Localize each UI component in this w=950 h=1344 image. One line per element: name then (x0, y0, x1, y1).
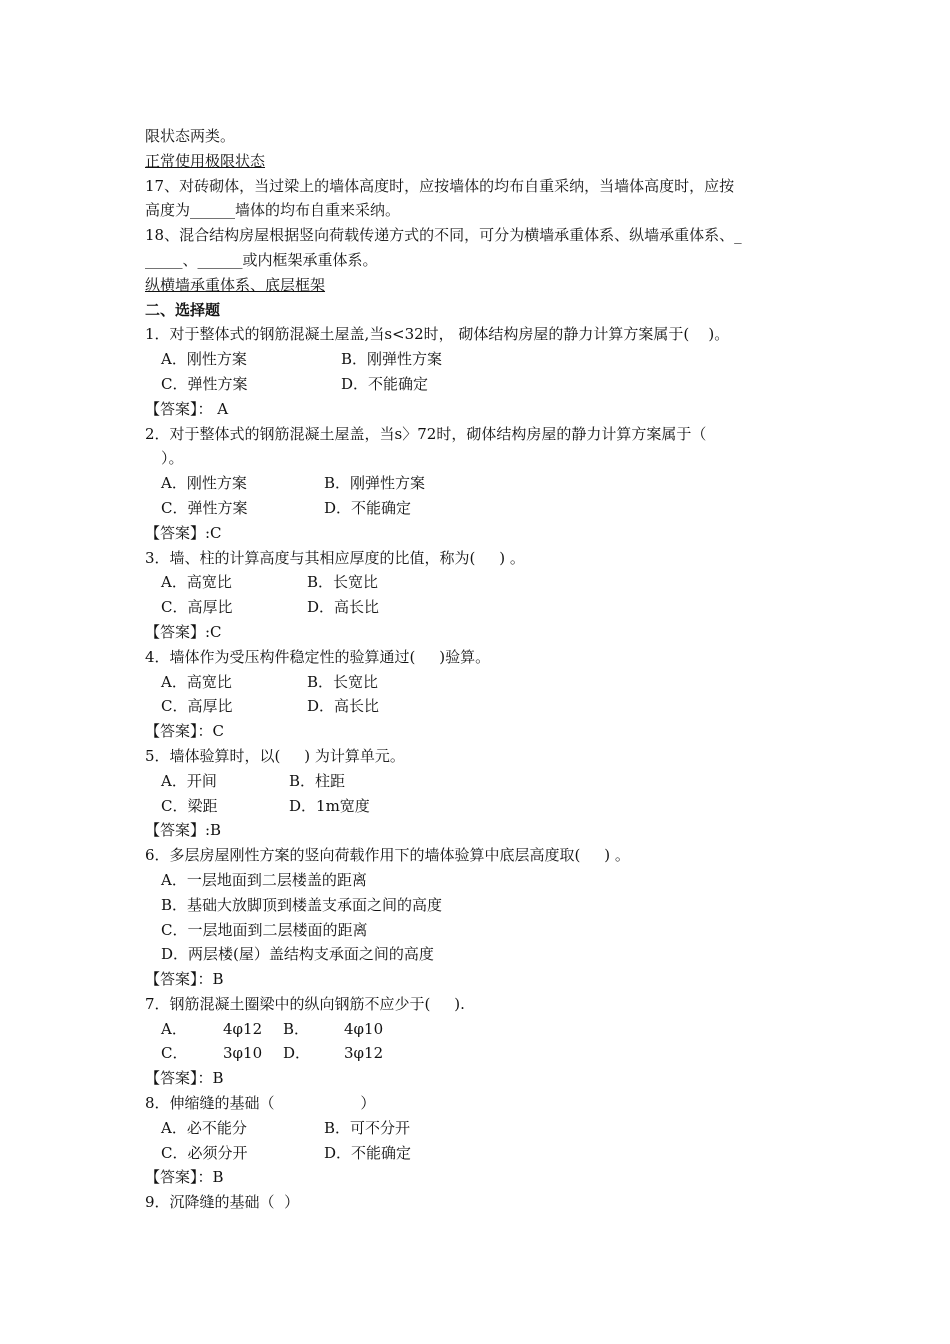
options-row (145, 372, 815, 397)
option-a: A．刚性方案 (161, 350, 247, 369)
option-c: C．高厚比 (161, 598, 233, 617)
option-c: C．梁距 (161, 796, 218, 815)
option-c: C．弹性方案 (161, 498, 248, 517)
q18-line2: _____、______或内框架承重体系。 (145, 250, 378, 269)
answer-3: 【答案】:C (145, 622, 222, 641)
option-a: A．高宽比 (161, 672, 232, 691)
option-d: D．不能确定 (324, 498, 412, 517)
q17-line1: 17、对砖砌体，当过梁上的墙体高度时，应按墙体的均布自重采纳，当墙体高度时，应按 (145, 176, 735, 195)
option-a-letter: A． (161, 1019, 187, 1038)
option-d: D．高长比 (307, 598, 380, 617)
question-5: 5．墙体验算时，以( ) 为计算单元。 (145, 746, 405, 765)
answer-2: 【答案】:C (145, 523, 222, 542)
options-row (145, 595, 815, 620)
option-b-letter: B． (283, 1019, 310, 1038)
options-row (145, 769, 815, 794)
options-row (145, 1017, 815, 1042)
option-d: D．不能确定 (324, 1143, 412, 1162)
options-row (145, 471, 815, 496)
question-9: 9．沉降缝的基础（ ） (145, 1193, 300, 1212)
option-d: D．1m宽度 (289, 796, 370, 815)
option-b-value: 4φ10 (344, 1019, 384, 1038)
option-d: D．高长比 (307, 697, 380, 716)
options-row (145, 570, 815, 595)
question-2: 2．对于整体式的钢筋混凝土屋盖，当s〉72时，砌体结构房屋的静力计算方案属于（ (145, 424, 707, 443)
answer-4: 【答案】：C (145, 722, 224, 741)
options-row (145, 670, 815, 695)
option-b: B．长宽比 (307, 573, 379, 592)
option-b: B．基础大放脚顶到楼盖支承面之间的高度 (161, 895, 443, 914)
answer-6: 【答案】：B (145, 970, 224, 989)
q16-answer: 正常使用极限状态 (145, 151, 266, 170)
options-row (145, 794, 815, 819)
q18-line1: 18、混合结构房屋根据竖向荷载传递方式的不同，可分为横墙承重体系、纵墙承重体系、_ (145, 226, 742, 245)
option-b: B．可不分开 (324, 1118, 411, 1137)
section-title: 二、选择题 (145, 300, 221, 319)
document-body (145, 124, 815, 1215)
q16-tail: 限状态两类。 (145, 127, 236, 145)
option-a: A．高宽比 (161, 573, 232, 592)
option-a: A．刚性方案 (161, 474, 247, 493)
q17-line2: 高度为______墙体的均布自重来采纳。 (145, 201, 401, 220)
option-c: C．一层地面到二层楼面的距离 (161, 920, 368, 939)
options-row (145, 347, 815, 372)
option-b: B．刚弹性方案 (324, 474, 426, 493)
question-1: 1．对于整体式的钢筋混凝土屋盖,当s<32时， 砌体结构房屋的静力计算方案属于( )。 (145, 325, 730, 344)
option-d-letter: D． (283, 1044, 311, 1063)
options-row (145, 1141, 815, 1166)
question-4: 4．墙体作为受压构件稳定性的验算通过( )验算。 (145, 647, 491, 666)
option-c: C．必须分开 (161, 1143, 248, 1162)
option-a-value: 4φ12 (223, 1019, 263, 1038)
option-a: A．开间 (161, 771, 217, 790)
answer-7: 【答案】：B (145, 1069, 224, 1088)
option-b: B．刚弹性方案 (341, 350, 443, 369)
question-2-cont: ）。 (161, 449, 184, 468)
option-a: A．一层地面到二层楼盖的距离 (161, 870, 367, 889)
answer-8: 【答案】：B (145, 1168, 224, 1187)
option-c: C．高厚比 (161, 697, 233, 716)
answer-5: 【答案】:B (145, 821, 222, 840)
answer-1: 【答案】： A (145, 399, 229, 418)
option-d: D．两层楼(屋）盖结构支承面之间的高度 (161, 945, 434, 964)
question-6: 6．多层房屋刚性方案的竖向荷载作用下的墙体验算中底层高度取( ) 。 (145, 846, 630, 865)
option-c: C．弹性方案 (161, 374, 248, 393)
options-row (145, 694, 815, 719)
option-c-value: 3φ10 (223, 1044, 263, 1063)
q18-answer: 纵横墙承重体系、底层框架 (145, 275, 326, 294)
option-c-letter: C． (161, 1044, 188, 1063)
options-row (145, 1041, 815, 1066)
question-3: 3．墙、柱的计算高度与其相应厚度的比值，称为( ) 。 (145, 548, 525, 567)
question-8: 8．伸缩缝的基础（ ） (145, 1094, 376, 1113)
options-row (145, 1116, 815, 1141)
option-b: B．长宽比 (307, 672, 379, 691)
options-row (145, 496, 815, 521)
option-a: A．必不能分 (161, 1118, 247, 1137)
option-d-value: 3φ12 (344, 1044, 384, 1063)
option-b: B．柱距 (289, 771, 346, 790)
option-d: D．不能确定 (341, 374, 429, 393)
question-7: 7．钢筋混凝土圈梁中的纵向钢筋不应少于( ). (145, 994, 465, 1013)
